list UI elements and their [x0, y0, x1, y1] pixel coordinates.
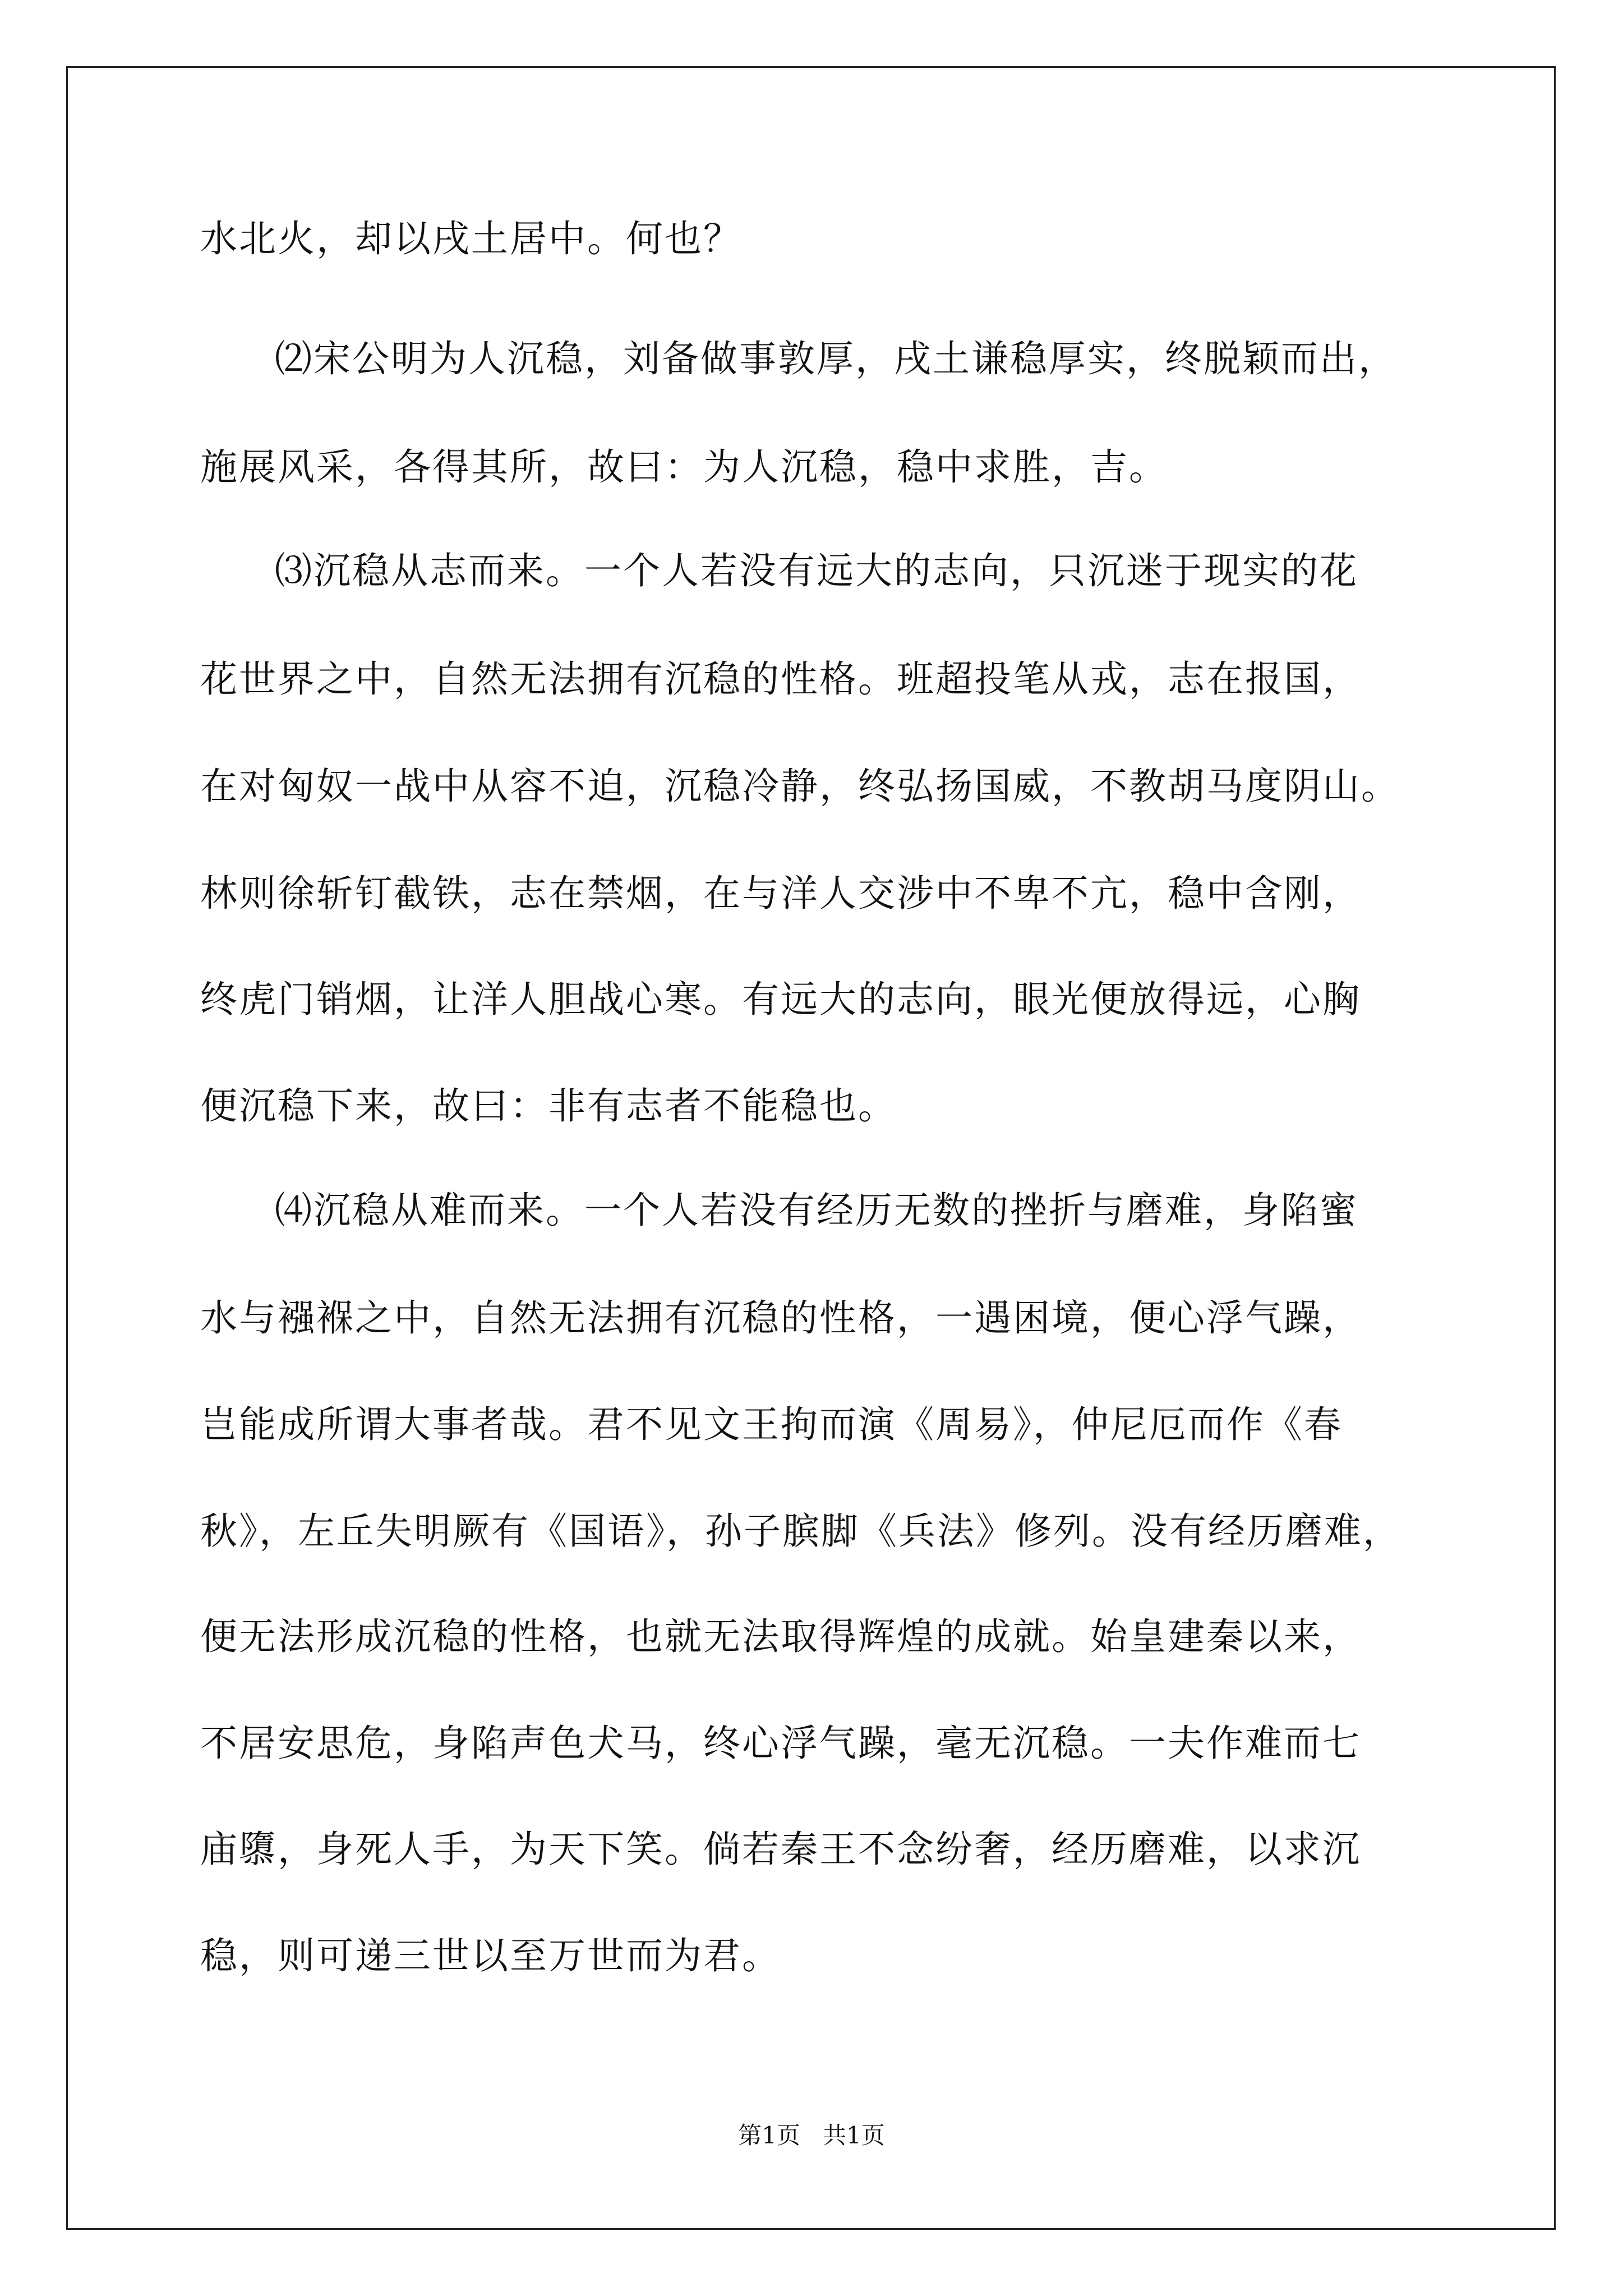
text-line: 秋》，左丘失明厥有《国语》，孙子膑脚《兵法》修列。没有经历磨难， [200, 1510, 1401, 1553]
text-line: 岂能成所谓大事者哉。君不见文王拘而演《周易》，仲尼厄而作《春 [200, 1403, 1343, 1446]
text-line: 施展风采，各得其所，故曰：为人沉稳，稳中求胜，吉。 [200, 445, 1168, 489]
text-line: 便沉稳下来，故曰：非有志者不能稳也。 [200, 1084, 897, 1128]
page-number-footer: 第1页 共1页 [738, 2122, 885, 2149]
text-line: 在对匈奴一战中从容不迫，沉稳冷静，终弘扬国威，不教胡马度阴山。 [200, 765, 1400, 808]
text-line: 林则徐斩钉截铁，志在禁烟，在与洋人交涉中不卑不亢，稳中含刚， [200, 872, 1361, 915]
text-line: 水与襁褓之中，自然无法拥有沉稳的性格，一遇困境，便心浮气躁， [200, 1296, 1361, 1340]
text-line: 终虎门销烟，让洋人胆战心寒。有远大的志向，眼光便放得远，心胸 [200, 978, 1361, 1021]
text-line: 便无法形成沉稳的性格，也就无法取得辉煌的成就。始皇建秦以来， [200, 1615, 1361, 1658]
text-line: 花世界之中，自然无法拥有沉稳的性格。班超投笔从戎，志在报国， [200, 657, 1361, 701]
page-border [66, 66, 1556, 2230]
paragraph-4-line: ⑷沉稳从难而来。一个人若没有经历无数的挫折与磨难，身陷蜜 [275, 1189, 1358, 1232]
text-line: 水北火，却以戌土居中。何也？ [200, 217, 742, 260]
text-line: 不居安思危，身陷声色犬马，终心浮气躁，毫无沉稳。一夫作难而七 [200, 1722, 1361, 1765]
paragraph-3-line: ⑶沉稳从志而来。一个人若没有远大的志向，只沉迷于现实的花 [275, 549, 1358, 592]
text-line: 庙隳，身死人手，为天下笑。倘若秦王不念纷奢，经历磨难，以求沉 [200, 1828, 1361, 1871]
text-line: 稳，则可递三世以至万世而为君。 [200, 1934, 781, 1977]
paragraph-2-line: ⑵宋公明为人沉稳，刘备做事敦厚，戌土谦稳厚实，终脱颖而出， [275, 337, 1397, 380]
